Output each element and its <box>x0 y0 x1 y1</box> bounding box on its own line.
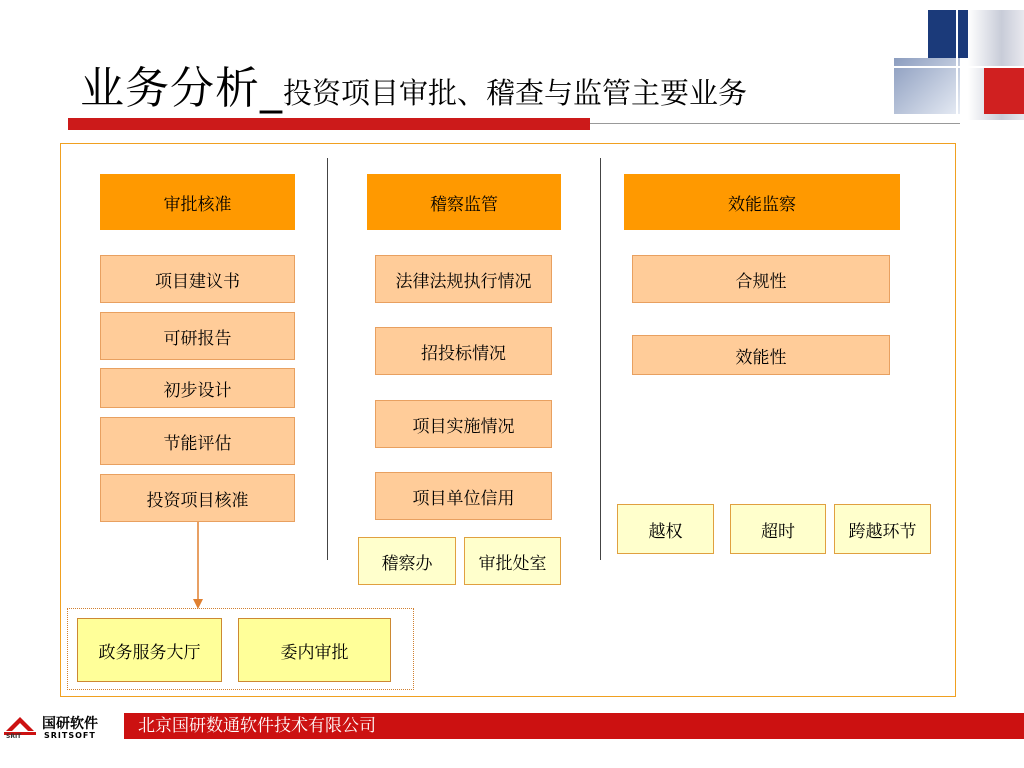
item-efficiency: 效能性 <box>632 335 890 375</box>
down-arrow <box>190 522 206 610</box>
item-internal-approval: 委内审批 <box>238 618 391 682</box>
title-rule <box>590 123 960 124</box>
column-divider <box>327 158 328 560</box>
item-investment-approval: 投资项目核准 <box>100 474 295 522</box>
item-compliance: 合规性 <box>632 255 890 303</box>
item-overstep: 越权 <box>617 504 714 554</box>
item-implementation: 项目实施情况 <box>375 400 552 448</box>
header-inspection: 稽察监管 <box>367 174 561 230</box>
company-logo <box>2 711 120 741</box>
item-law-enforcement: 法律法规执行情况 <box>375 255 552 303</box>
corner-decoration <box>890 10 1024 120</box>
title-underline <box>68 118 590 130</box>
logo-cn-text: 国研软件 <box>42 716 98 732</box>
item-energy-assessment: 节能评估 <box>100 417 295 465</box>
header-efficiency: 效能监察 <box>624 174 900 230</box>
page-title <box>80 52 747 116</box>
item-service-hall: 政务服务大厅 <box>77 618 222 682</box>
title-sub: 投资项目审批、稽查与监管主要业务 <box>283 76 748 110</box>
column-divider <box>600 158 601 560</box>
title-main: 业务分析_ <box>80 63 283 114</box>
item-feasibility-report: 可研报告 <box>100 312 295 360</box>
item-skip-step: 跨越环节 <box>834 504 931 554</box>
header-approval: 审批核准 <box>100 174 295 230</box>
footer-company-name: 北京国研数通软件技术有限公司 <box>138 716 376 736</box>
item-credit: 项目单位信用 <box>375 472 552 520</box>
logo-mark-text: SRIT <box>6 733 22 740</box>
logo-en-text: SRITSOFT <box>44 731 96 740</box>
item-inspection-office: 稽察办 <box>358 537 456 585</box>
item-overtime: 超时 <box>730 504 826 554</box>
item-bidding: 招投标情况 <box>375 327 552 375</box>
item-approval-division: 审批处室 <box>464 537 561 585</box>
item-preliminary-design: 初步设计 <box>100 368 295 408</box>
item-proposal: 项目建议书 <box>100 255 295 303</box>
